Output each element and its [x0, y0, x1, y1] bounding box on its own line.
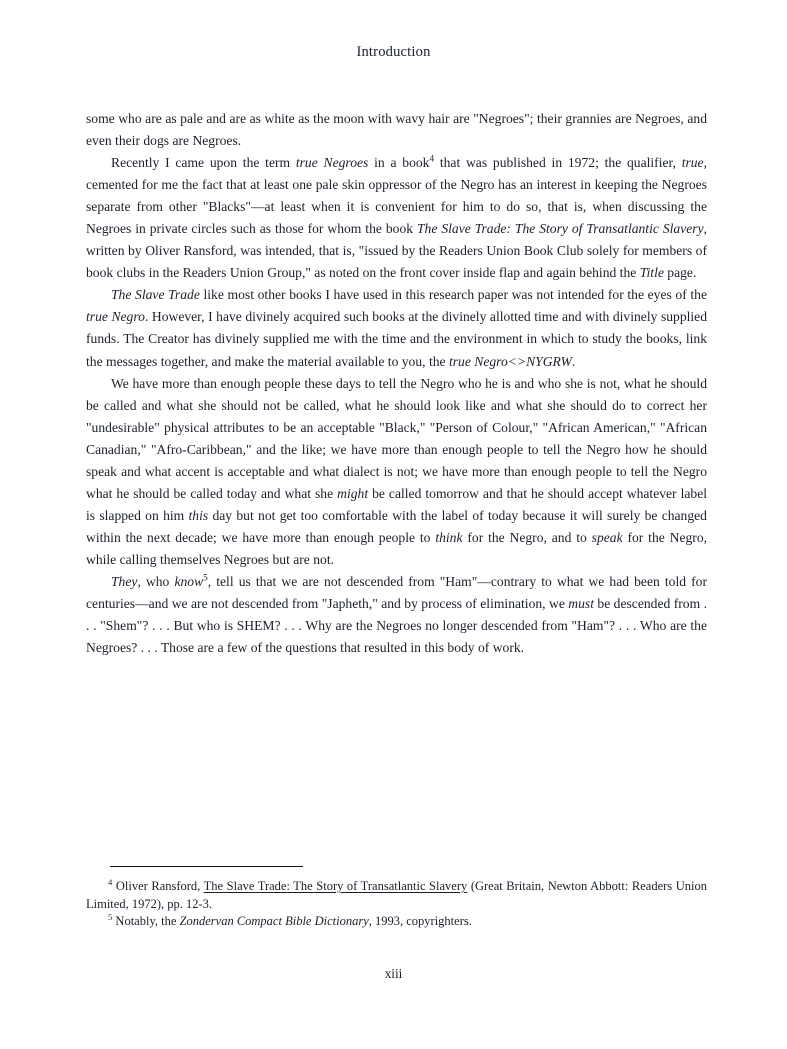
page-number: xiii [384, 966, 403, 981]
italic-text: true [681, 155, 704, 171]
text-run: page. [663, 265, 697, 281]
italic-text: know [174, 573, 204, 589]
text-run: for the Negro, and to [462, 529, 592, 545]
footnote-section [86, 866, 707, 931]
footnote-marker: 4 [108, 876, 113, 887]
text-run: Recently I came upon the term [111, 155, 296, 171]
footnote-4 [86, 878, 707, 913]
text-run: . [571, 353, 576, 369]
para-enough-people [86, 373, 707, 571]
text-run: like most other books I have used in this research paper was not intended for the eyes of the [199, 287, 707, 303]
text-run: be called tomorrow and that he should accept whatever label is slapped on him [86, 485, 708, 523]
italic-text: Zondervan Compact Bible Dictionary [179, 914, 369, 929]
text-run: day but not get too comfortable with the label of today because it will surely be changed within the next decade; we have more than enough people to [86, 507, 707, 545]
para-they-who-know [86, 571, 707, 659]
italic-text: think [435, 529, 463, 545]
text-run: , who [137, 573, 175, 589]
running-head: Introduction [356, 44, 431, 60]
italic-text: must [568, 596, 594, 612]
text-run: , 1993, copyrighters. [368, 914, 472, 929]
text-run: that was published in 1972; the qualifier, [434, 155, 682, 171]
italic-text: The Slave Trade [111, 287, 200, 303]
para-negroes-pale: some who are as pale and are as white as the moon with wavy hair are "Negroes"; their grannies are Negroes, and even their dogs are Negroes. [86, 111, 707, 149]
italic-text: true Negro<>NYGRW [448, 353, 572, 369]
footnote-reference: 4 [429, 153, 435, 164]
text-run: , cemented for me the fact that at least one pale skin oppressor of the Negro has an interest in keeping the Negroes separate from other "Blacks"—at least when it is convenient for him to do so, that is, when discussing the Negroes in private circles such as those for whom the book [86, 155, 707, 237]
footnote-reference: 5 [203, 572, 208, 583]
italic-text: might [337, 485, 369, 501]
text-run: for the Negro, while calling themselves Negroes but are not. [86, 529, 708, 567]
text-run: We have more than enough people these days to tell the Negro who he is and who she is not, what he should be called and what she should not be called, what he should look like and what she should do to correct her "undesirable" physical attributes to be an acceptable "Black," "Person of Colour," "African American," "African Canadian," "Afro-Caribbean," and the like; we have more than enough people to tell the Negro how he should speak and what accent is acceptable and what dialect is not; we have more than enough people to tell the Negro what he should be called today and what she [86, 375, 707, 501]
text-run: be descended from . . . "Shem"? . . . But who is SHEM? . . . Why are the Negroes no longer descended from "Ham"? . . . Who are the Negroes? . . . Those are a few of the questions that resulted in this body of work. [86, 596, 707, 656]
text-run: , written by Oliver Ransford, was intended, that is, "issued by the Readers Union Book Club solely for members of book clubs in the Readers Union Group," as noted on the front cover inside flap and again behind the [86, 221, 708, 281]
footnote-separator-rule [110, 866, 303, 867]
para-slave-trade-divinely [86, 284, 707, 372]
italic-text: true Negroes [295, 155, 369, 171]
footnote-5 [86, 913, 707, 931]
text-run: . However, I have divinely acquired such books at the divinely allotted time and with divinely supplied funds. The Creator has divinely supplied me with the time and the environment in which to study the books, link the messages together, and make the material available to you, the [86, 309, 708, 369]
italic-text: true Negro [86, 309, 145, 325]
italic-text: speak [591, 529, 623, 545]
footnote-marker: 5 [108, 912, 113, 923]
italic-text: The Slave Trade: The Story of Transatlantic Slavery [417, 221, 704, 237]
text-run: Oliver Ransford, [112, 879, 204, 893]
underlined-title: The Slave Trade: The Story of Transatlantic Slavery [203, 879, 468, 893]
text-run: , tell us that we are not descended from "Ham"—contrary to what we had been told for centuries—and we are not descended from "Japheth," and by process of elimination, we [86, 573, 707, 612]
body-text-block [86, 108, 707, 659]
italic-text: Title [639, 265, 664, 281]
para-true-negroes [86, 152, 707, 284]
text-run: (Great Britain, Newton Abbott: Readers Union Limited, 1972), pp. 12-3. [86, 879, 707, 911]
text-run: Notably, the [112, 914, 180, 929]
italic-text: this [188, 507, 209, 523]
italic-text: They [111, 573, 138, 589]
text-run: in a book [368, 155, 430, 171]
